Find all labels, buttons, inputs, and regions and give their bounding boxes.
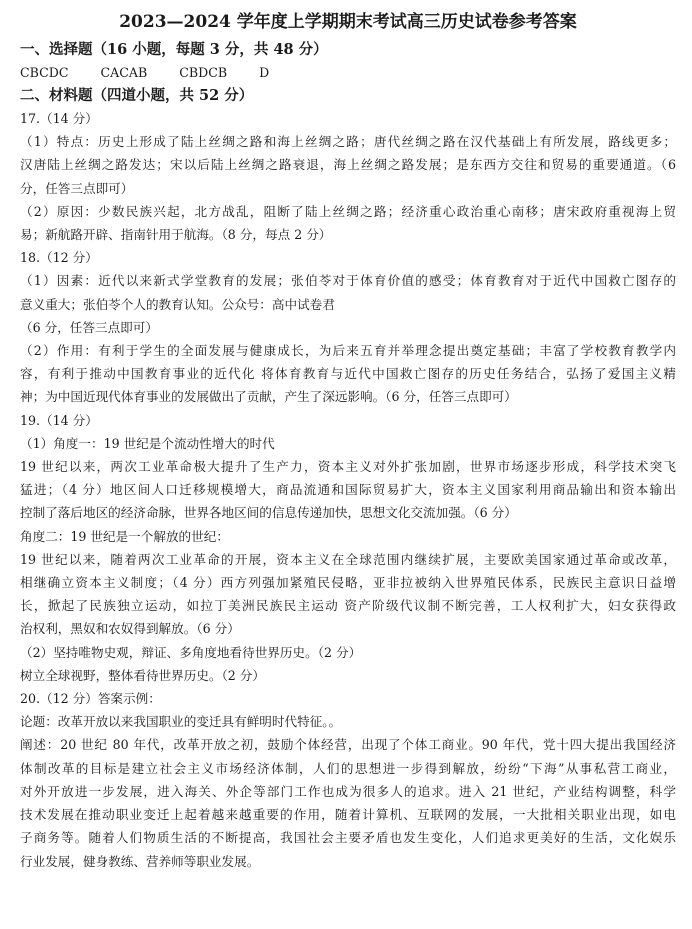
answer-group: CACAB xyxy=(100,65,148,80)
text-line: （1）角度一：19 世纪是个流动性增大的时代 xyxy=(20,435,275,451)
text-line: 技术发展在推动职业变迁上起着越来越重要的作用，随着计算机、互联网的发展，一大批相关职业出现，如电 xyxy=(20,807,676,823)
section-2-heading: 二、材料题（四道小题，共 52 分） xyxy=(20,87,254,104)
text-line: （6 分，任答三点即可） xyxy=(20,319,158,335)
text-line: （2）原因：少数民族兴起，北方战乱，阻断了陆上丝绸之路；经济重心政治重心南移；唐宋政府重视海上贸 xyxy=(20,203,676,219)
answer-group: CBCDC xyxy=(20,65,69,80)
text-line: 对外开放进一步发展，进入海关、外企等部门工作也成为很多人的追求。进入 21 世纪，产业结构调整，科学 xyxy=(20,783,676,799)
text-line: 易；新航路开辟、指南针用于航海。（8 分，每点 2 分） xyxy=(20,227,332,243)
text-line: 汉唐陆上丝绸之路发达；宋以后陆上丝绸之路衰退，海上丝绸之路发展；是东西方交往和贸易的重要通道。（6 xyxy=(20,157,676,173)
section-1-heading: 一、选择题（16 小题，每题 3 分，共 48 分） xyxy=(20,41,328,58)
answer-sheet-page xyxy=(20,8,676,873)
text-line: 子商务等。随着人们物质生活的不断提高，我国社会主要矛盾也发生变化，人们追求更美好的生活，文化娱乐 xyxy=(20,830,676,846)
text-line: 治权利，黑奴和农奴得到解放。（6 分） xyxy=(20,621,240,637)
text-line: 神；为中国近现代体育事业的发展做出了贡献，产生了深远影响。（6 分，任答三点即可） xyxy=(20,389,517,405)
text-line: 容，有利于推动中国教育事业的近代化 将体育教育与近代中国救亡图存的历史任务结合，弘扬了爱国主义精 xyxy=(20,366,676,382)
text-line: 角度二：19 世纪是一个解放的世纪： xyxy=(20,528,229,544)
text-line: （1）因素：近代以来新式学堂教育的发展；张伯苓对于体育价值的感受；体育教育对于近代中国救亡图存的 xyxy=(20,273,676,289)
text-line: 意义重大；张伯苓个人的教育认知。公众号：高中试卷君 xyxy=(20,296,335,312)
answer-group: CBDCB xyxy=(179,65,228,80)
question-19-header: 19.（14 分） xyxy=(20,412,98,428)
question-17-header: 17.（14 分） xyxy=(20,111,98,126)
text-line: （1）特点：历史上形成了陆上丝绸之路和海上丝绸之路；唐代丝绸之路在汉代基础上有所发展，路线更多； xyxy=(20,134,676,150)
text-line: 阐述：20 世纪 80 年代，改革开放之初，鼓励个体经营，出现了个体工商业。90 年代，党十四大提出我国经济 xyxy=(20,737,676,753)
text-line: 猛进；（4 分）地区间人口迁移规模增大，商品流通和国际贸易扩大，资本主义国家利用商品输出和资本输出 xyxy=(20,482,676,498)
text-line: （2）作用：有利于学生的全面发展与健康成长，为后来五育并举理念提出奠定基础；丰富了学校教育教学内 xyxy=(20,343,676,359)
text-line: 体制改革的目标是建立社会主义市场经济体制，人们的思想进一步得到解放，纷纷“下海”从事私营工商业， xyxy=(20,760,676,776)
question-20-header: 20.（12 分）答案示例： xyxy=(20,691,161,707)
text-line: 树立全球视野，整体看待世界历史。（2 分） xyxy=(20,667,265,683)
text-line: 论题：改革开放以来我国职业的变迁具有鲜明时代特征。。 xyxy=(20,714,342,730)
text-line: 长，掀起了民族独立运动，如拉丁美洲民族民主运动 资产阶级代议制不断完善，工人权利扩大，妇女获得政 xyxy=(20,598,676,614)
answer-group: D xyxy=(259,65,270,80)
page-title: 2023—2024 学年度上学期期末考试高三历史试卷参考答案 xyxy=(119,12,577,32)
text-line: 19 世纪以来，两次工业革命极大提升了生产力，资本主义对外扩张加剧，世界市场逐步形成，科学技术突飞 xyxy=(20,459,676,475)
choice-answers xyxy=(20,61,676,84)
text-line: （2）坚持唯物史观，辩证、多角度地看待世界历史。（2 分） xyxy=(20,644,362,660)
text-line: 控制了落后地区的经济命脉，世界各地区间的信息传递加快，思想文化交流加强。（6 分） xyxy=(20,505,517,521)
text-line: 分，任答三点即可） xyxy=(20,180,134,196)
text-line: 行业发展，健身教练、营养师等职业发展。 xyxy=(20,853,260,869)
section-2-body xyxy=(20,107,676,873)
text-line: 相继确立资本主义制度；（4 分）西方列强加紧殖民侵略，亚非拉被纳入世界殖民体系，民族民主意识日益增 xyxy=(20,575,676,591)
question-18-header: 18.（12 分） xyxy=(20,250,98,266)
text-line: 19 世纪以来，随着两次工业革命的开展，资本主义在全球范围内继续扩展，主要欧美国家通过革命或改革， xyxy=(20,551,676,567)
